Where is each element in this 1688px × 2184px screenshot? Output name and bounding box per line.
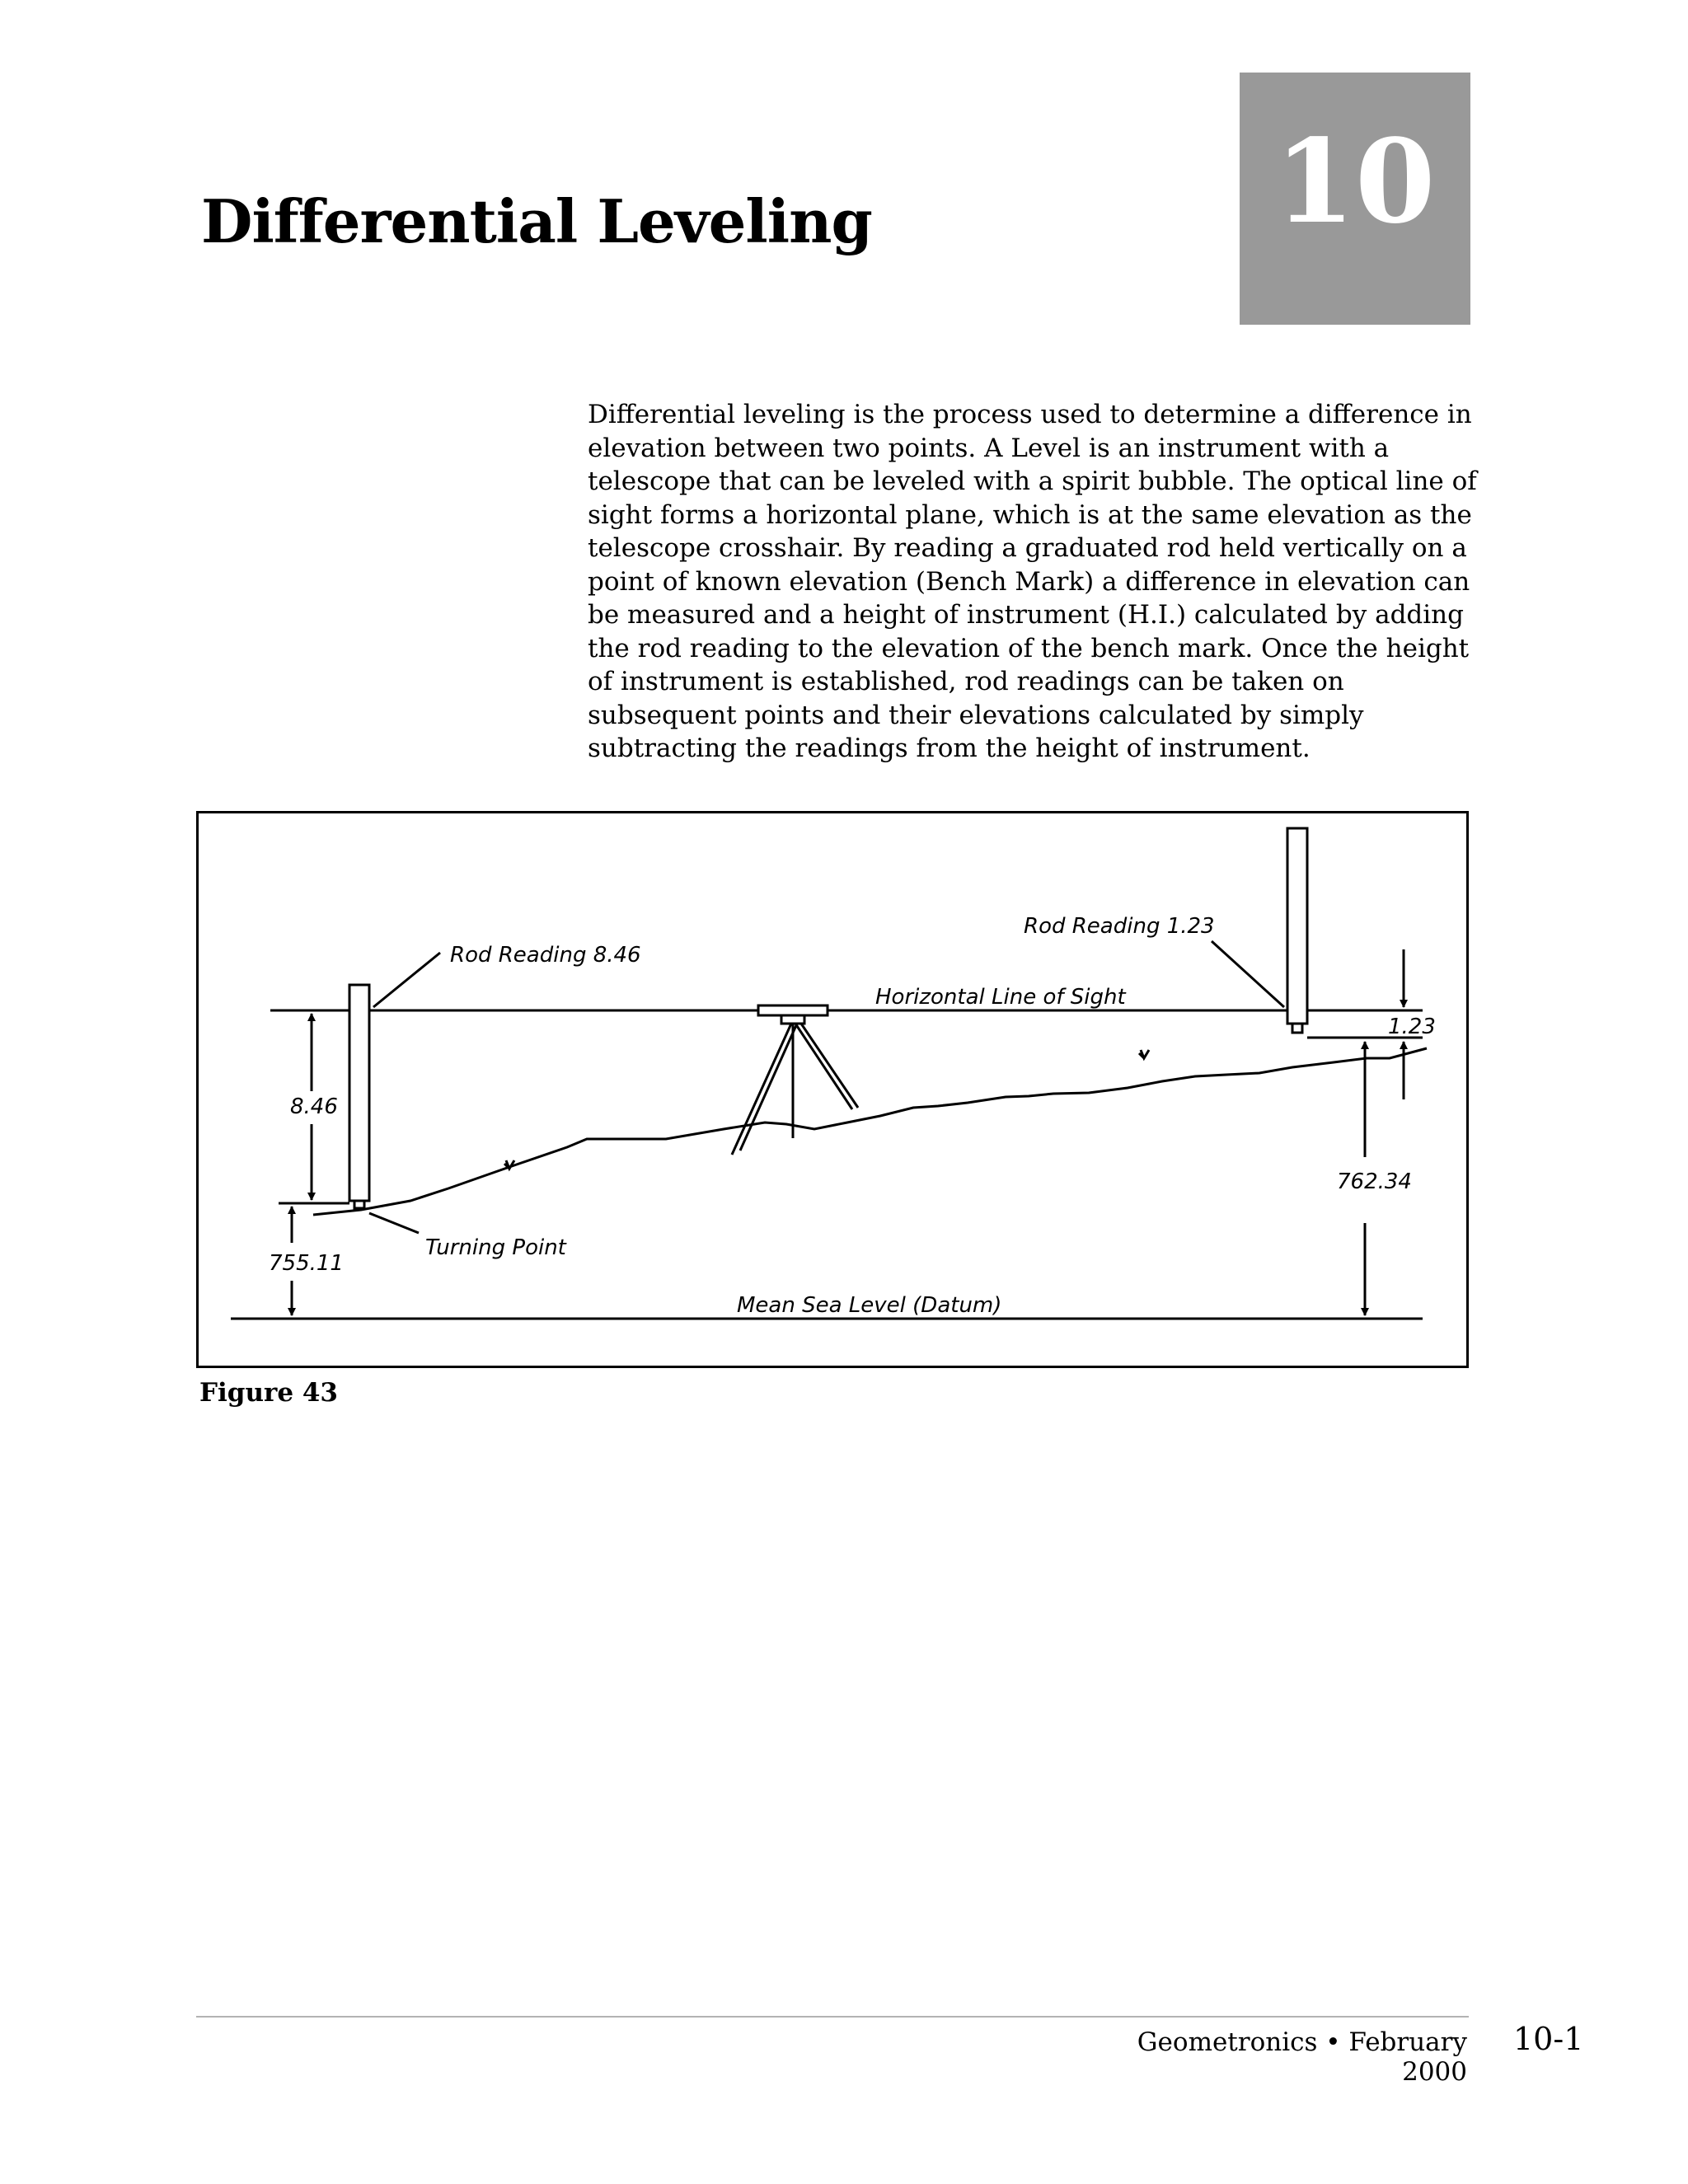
chapter-number: 10 xyxy=(1274,115,1436,250)
tripod-leg-left xyxy=(732,1024,791,1155)
page-title: Differential Leveling xyxy=(201,186,872,256)
left-rod xyxy=(349,985,369,1201)
left-rod-leader xyxy=(373,953,440,1007)
right-rod xyxy=(1287,828,1307,1024)
chapter-number-box xyxy=(1240,73,1470,325)
right-dimension-label: 1.23 xyxy=(1388,1015,1436,1039)
rod-reading-right-label: Rod Reading 1.23 xyxy=(1024,914,1215,939)
right-rod-leader xyxy=(1212,941,1284,1007)
grass-tuft xyxy=(1139,1050,1149,1058)
rod-reading-left-label: Rod Reading 8.46 xyxy=(450,943,641,968)
level-telescope xyxy=(758,1005,828,1015)
page-number: 10-1 xyxy=(1513,2021,1584,2057)
leveling-diagram xyxy=(196,811,1469,1368)
left-elevation-label: 755.11 xyxy=(269,1251,344,1276)
line-of-sight-label: Horizontal Line of Sight xyxy=(875,985,1126,1010)
level-head xyxy=(781,1015,804,1024)
turning-point-leader xyxy=(369,1213,419,1233)
intro-paragraph: Differential leveling is the process used to determine a difference in elevation between two points. A Level is an instrument with a telescope that can be leveled with a spirit bubble. The optical line of sight forms a horizontal plane, which is at the same elevation as the telescope crosshair. By reading a graduated rod held vertically on a point of known elevation (Bench Mark) a difference in elevation can be measured and a height of instrument (H.I.) calculated by adding the rod reading to the elevation of the bench mark. Once the height of instrument is established, rod readings can be taken on subsequent points and their elevations calculated by simply subtracting the readings from the height of instrument. xyxy=(588,400,1477,763)
figure-caption: Figure 43 xyxy=(199,1378,338,1408)
ground-profile xyxy=(313,1048,1427,1215)
right-elevation-label: 762.34 xyxy=(1337,1169,1412,1194)
tripod-leg-right xyxy=(795,1024,852,1109)
datum-label: Mean Sea Level (Datum) xyxy=(737,1293,1002,1318)
right-rod-foot xyxy=(1292,1024,1302,1033)
footer-text: Geometronics • February 2000 xyxy=(1137,2027,1467,2087)
left-rod-foot xyxy=(354,1201,364,1208)
left-dimension-label: 8.46 xyxy=(290,1094,338,1119)
footer-rule xyxy=(196,2016,1469,2018)
turning-point-label: Turning Point xyxy=(425,1235,566,1260)
